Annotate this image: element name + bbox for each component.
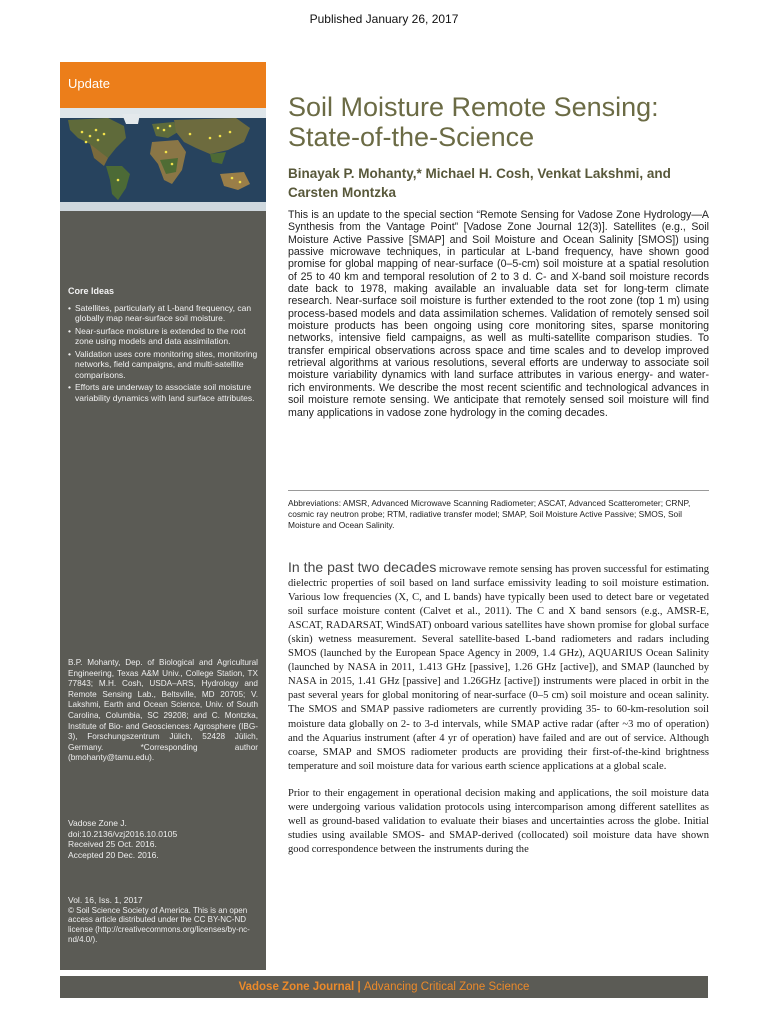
paragraph-text: microwave remote sensing has proven successful for estimating dielectric properties of soil based on land surface emissivity leading to soil moisture estimation. Various low frequencies (X, C, and L bands) have typically been used to detect bare or vegetated soil surface moisture content (Calvet et al., 2011). The C and X band sensors (e.g., AMSR-E, ASCAT, RADARSAT, WindSAT) onboard various satellites have shown promise for global surface (skin) wetness measurement. Several satellite-based L-band radiometers and radars including SMOS (launched by the European Space Agency in 2009, 1.4 GHz), AQUARIUS Ocean Salinity (launched by NASA in 2011, 1.413 GHz [passive], 1.26 GHz [active]), and SMAP (launched by NASA in 2015, 1.41 GHz [passive] and 1.26GHz [active]) instruments were placed in orbit in the past several years for global monitoring of near-surface (0–5 cm) soil moisture and ocean salinity. The SMOS and SMAP passive radiometers are currently providing 35- to 60-km-resolution soil moisture data globally on 2- to 3-d intervals, while SMAP active radar (after ~3 mo of operation) and the Aquarius instrument (after 4 yr of operation) have failed and are out of service. Although coarse, SMAP and SMOS radiometer products are providing their first-of-the-kind brightness temperature and soil moisture data for various earth science applications at a global scale.: [288, 564, 709, 772]
core-ideas-title: Core Ideas: [68, 286, 115, 296]
article-body: [288, 560, 709, 857]
volume-issue: Vol. 16, Iss. 1, 2017: [68, 895, 143, 905]
core-ideas: [68, 286, 260, 405]
journal-info: [68, 818, 258, 860]
article-authors: Binayak P. Mohanty,* Michael H. Cosh, Venkat Lakshmi, and Carsten Montzka: [288, 166, 671, 200]
journal-name: Vadose Zone J.: [68, 818, 127, 828]
core-ideas-list: [68, 303, 260, 404]
accepted-date: Accepted 20 Dec. 2016.: [68, 849, 159, 860]
article-title: Soil Moisture Remote Sensing: State-of-the-Science: [288, 92, 659, 152]
abbreviations: Abbreviations: AMSR, Advanced Microwave Scanning Radiometer; ASCAT, Advanced Scatterometer; CRNP, cosmic ray neutron probe; RTM, radiative transfer model; SMAP, Soil Moisture Active Passive; SMOS, Soil Moisture and Ocean Salinity.: [288, 490, 709, 530]
core-idea-item: • Efforts are underway to associate soil moisture variability dynamics with land surface attributes.: [68, 382, 260, 403]
core-idea-item: • Validation uses core monitoring sites, monitoring networks, field campaigns, and multi-satellite comparisons.: [68, 349, 260, 381]
license-block: [68, 896, 260, 945]
body-paragraph: Prior to their engagement in operational decision making and applications, the soil moisture data were undergoing various validation protocols using intercomparison among different satellites as well as ground-based validation to evaluate their biases and uncertainties across the globe. Initial studies using available SMOS- and SMAP-derived (collocated) soil moisture data have shown good correspondence between the instruments during the: [288, 787, 709, 855]
footer-slogan: Advancing Critical Zone Science: [363, 981, 530, 993]
body-paragraph: [288, 560, 709, 774]
footer-banner: [60, 976, 708, 998]
footer-separator: |: [354, 981, 364, 993]
footer-journal: Vadose Zone Journal: [238, 981, 355, 993]
license-text: © Soil Science Society of America. This is an open access article distributed under the CC BY-NC-ND license (http://creativecommons.org/licenses/by-nc-nd/4.0/).: [68, 905, 250, 944]
core-idea-item: • Near-surface moisture is extended to the root zone using models and data assimilation.: [68, 326, 260, 347]
published-date: Published January 26, 2017: [309, 12, 459, 26]
lead-in: In the past two decades: [288, 559, 437, 575]
sidebar: [60, 62, 266, 970]
abstract: This is an update to the special section “Remote Sensing for Vadose Zone Hydrology—A Synthesis from the Vantage Point” [Vadose Zone Journal 12(3)]. Satellites (e.g., Soil Moisture Active Passive [SMAP] and Soil Moisture and Ocean Salinity [SMOS]) using passive microwave techniques, in particular at L-band frequency, have shown good promise for global mapping of near-surface (0–5-cm) soil moisture at a spatial resolution of 25 to 40 km and temporal resolution of 2 to 3 d. C- and X-band soil moisture records date back to 1978, making available an invaluable data set for long-term climate research. Near-surface soil moisture is further extended to the root zone (top 1 m) using process-based models and data assimilation schemes. Validation of remotely sensed soil moisture products has been ongoing using core monitoring sites, sparse monitoring networks, intensive field campaigns, as well as multi-satellite comparison studies. To transfer empirical observations across space and time scales and to develop improved retrieval algorithms at various resolutions, several efforts are underway to associate soil moisture variability dynamics with land surface attributes in various energy- and water-rich environments. We describe the most recent scientific and technological advances in soil moisture remote sensing. We anticipate that remotely sensed soil moisture will find many applications in vadose zone hydrology in the coming decades.: [288, 209, 709, 419]
world-map-image: [60, 108, 266, 211]
update-label: Update: [60, 62, 266, 108]
author-affiliations: B.P. Mohanty, Dep. of Biological and Agricultural Engineering, Texas A&M Univ., College Station, TX 77843; M.H. Cosh, USDA–ARS, Hydrology and Remote Sensing Lab., Beltsville, MD 20705; V. Lakshmi, Earth and Ocean Science, Univ. of South Carolina, Columbia, SC 29208; and C. Montzka, Institute of Bio- and Geosciences: Agrosphere (IBG-3), Forschungszentrum Jülich, 52428 Jülich, Germany. *Corresponding author (bmohanty@tamu.edu).: [68, 658, 258, 763]
received-date: Received 25 Oct. 2016.: [68, 839, 157, 850]
doi: doi:10.2136/vzj2016.10.0105: [68, 828, 178, 839]
core-idea-item: • Satellites, particularly at L-band frequency, can globally map near-surface soil moisture.: [68, 303, 260, 324]
